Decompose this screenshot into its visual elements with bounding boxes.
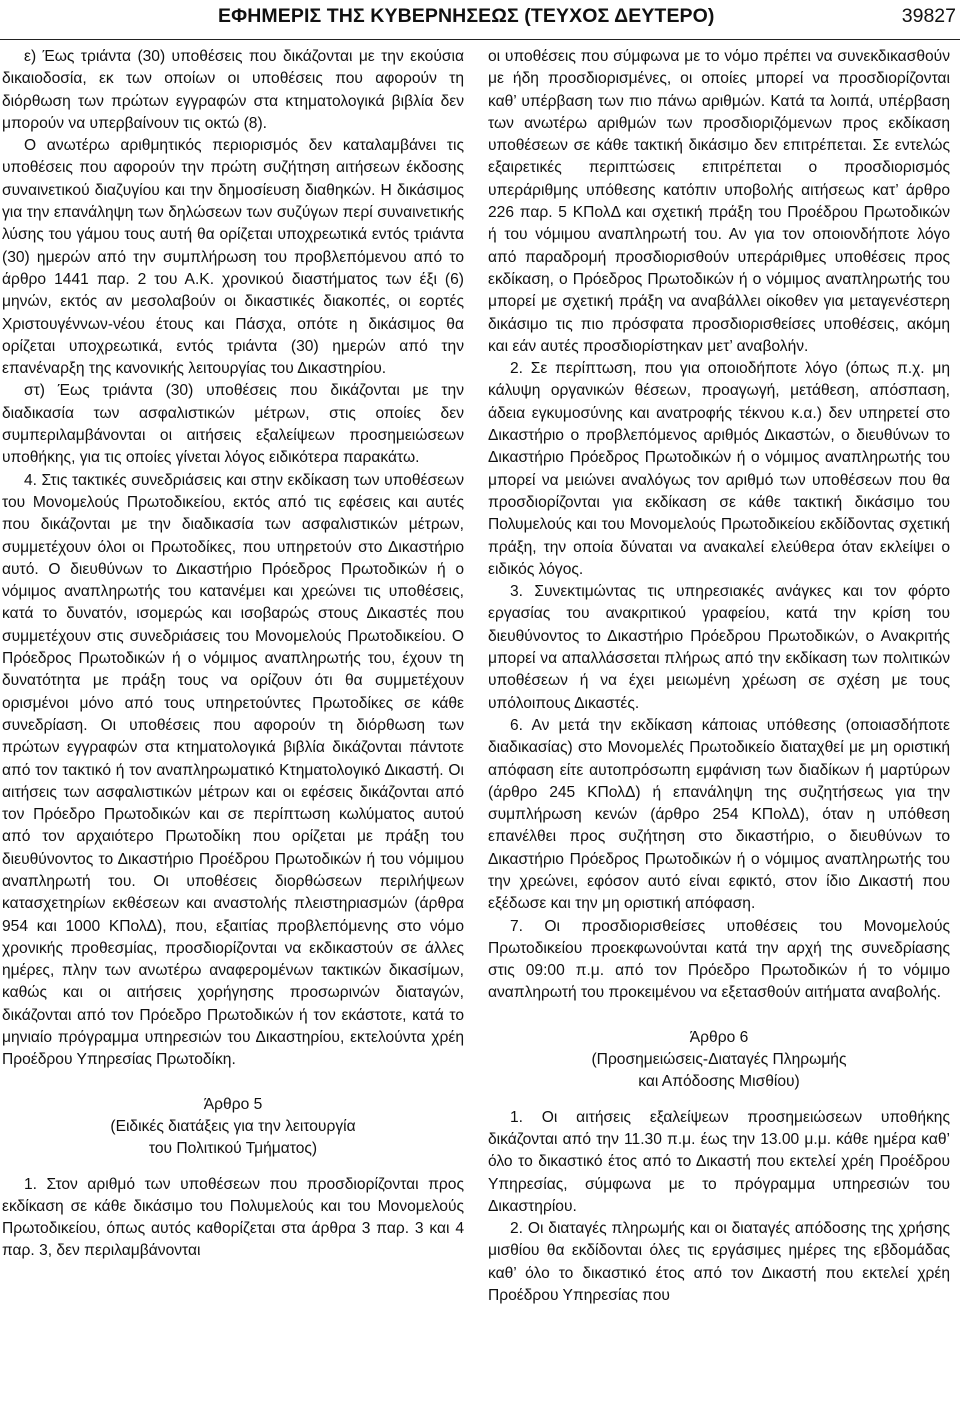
article-subtitle: και Απόδοσης Μισθίου) (638, 1073, 800, 1091)
article-title: Άρθρο 5 (203, 1095, 263, 1113)
article-6-heading (488, 1027, 950, 1094)
paragraph: 7. Οι προσδιορισθείσες υποθέσεις του Μονομελούς Πρωτοδικείου προεκφωνούνται κατά την αρχή της συνεδρίασης στις 09:00 π.μ. από τον Πρόεδρο Πρωτοδικών ή το νόμιμο αναπληρωτή του προκειμένου να εξετασθούν αιτήματα αναβολής. (488, 917, 950, 1002)
article-subtitle: (Προσημειώσεις-Διαταγές Πληρωμής (591, 1051, 847, 1069)
article-title: Άρθρο 6 (689, 1028, 749, 1046)
article-subtitle: (Ειδικές διατάξεις για την λειτουργία (110, 1117, 356, 1135)
paragraph: Ο ανωτέρω αριθμητικός περιορισμός δεν καταλαμβάνει τις υποθέσεις που αφορούν την πρώτη συζήτηση αιτήσεων έκδοσης συναινετικού διαζυγίου και την δημοσίευση διαθηκών. Η δικάσιμος για την επανάληψη των δηλώσεων των συζύγων περί συναινετικής λύσης του γάμου τους αυτή θα ορίζεται υποχρεωτικά εντός τριάντα (30) ημερών από την συμπλήρωση του προβλεπόμενου από το άρθρο 1441 παρ. 2 του Α.Κ. χρονικού διαστήματος των έξι (6) μηνών, εκτός αν μεσολαβούν οι δικαστικές διακοπές, οι εορτές Χριστουγέννων-νέου έτους και Πάσχα, οπότε η δικάσιμος θα ορίζεται υποχρεωτικά, εντός τριάντα (30) ημερών από την επανέναρξη της κανονικής λειτουργίας του Δικαστηρίου. (2, 137, 464, 378)
paragraph: 1. Στον αριθμό των υποθέσεων που προσδιορίζονται προς εκδίκαση σε κάθε δικάσιμο του Πολυμελούς και του Μονομελούς Πρωτοδικείου, όπως αυτός καθορίζεται στα άρθρα 3 παρ. 3 και 4 παρ. 3, δεν περιλαμβάνονται (2, 1175, 464, 1260)
paragraph: ε) Έως τριάντα (30) υποθέσεις που δικάζονται με την εκούσια δικαιοδοσία, εκ των οποίων οι υποθέσεις που αφορούν τη διόρθωση των πρώτων εγγραφών στα κτηματολογικά βιβλία δεν μπορούν να υπερβαίνουν τις οκτώ (8). (2, 48, 464, 132)
left-column (2, 46, 464, 1263)
gazette-title: ΕΦΗΜΕΡΙΣ ΤΗΣ ΚΥΒΕΡΝΗΣΕΩΣ (ΤΕΥΧΟΣ ΔΕΥΤΕΡΟ) (218, 5, 715, 27)
paragraph: 2. Σε περίπτωση, που για οποιοδήποτε λόγο (όπως π.χ. μη κάλυψη οργανικών θέσεων, προαγωγή, μετάθεση, απόσπαση, άδεια εγκυμοσύνης και ανατροφής τέκνου κ.α.) δεν υπηρετεί στο Δικαστήριο ο προβλεπόμενος αριθμός Δικαστών, ο διευθύνων το Δικαστήριο Πρόεδρος Πρωτοδικών ή ο νόμιμος αναπληρωτής του μπορεί να μειώνει αναλόγως τον αριθμό των υποθέσεων που θα προσδιορίζονται για εκδίκαση σε κάθε τακτική δικάσιμο του Πολυμελούς και του Μονομελούς Πρωτοδικείου εκδίδοντας σχετική πράξη, την οποία δύναται να ανακαλεί ελεύθερα όταν εκλείψει ο ειδικός λόγος. (488, 360, 950, 578)
paragraph: 1. Οι αιτήσεις εξαλείψεων προσημειώσεων υποθήκης δικάζονται από την 11.30 π.μ. έως την 13.00 μ.μ. κάθε ημέρα καθ’ όλο το δικαστικό έτος από το Δικαστή που εκτελεί χρέη Προέδρου Υπηρεσίας, σύμφωνα με το πρόγραμμα υπηρεσιών του Δικαστηρίου. (488, 1108, 950, 1215)
paragraph: 4. Στις τακτικές συνεδριάσεις και στην εκδίκαση των υποθέσεων του Μονομελούς Πρωτοδικείου, εκτός από τις εφέσεις και αυτές που δικάζονται με την διαδικασία των ασφαλιστικών μέτρων, συμμετέχουν όλοι οι Πρωτοδίκες, που υπηρετούν στο Δικαστήριο αυτό. Ο διευθύνων το Δικαστήριο Πρόεδρος Πρωτοδικών ή ο νόμιμος αναπληρωτής του κατανέμει και χρεώνει τις υποθέσεις, κατά το δυνατόν, ισομερώς και ισοβαρώς στους Δικαστές που συμμετέχουν στις συνεδριάσεις του Μονομελούς Πρωτοδικείου. Ο Πρόεδρος Πρωτοδικών ή ο νόμιμος αναπληρωτής του, έχουν τη δυνατότητα με πράξη τους να ορίζουν ότι θα συμμετέχουν ορισμένοι μόνο από τους υπηρετούντες Πρωτοδίκες σε κάθε συνεδρίαση. Οι υποθέσεις που αφορούν τη διόρθωση των πρώτων εγγραφών στα κτηματολογικά βιβλία δικάζονται πάντοτε από τον τακτικό ή τον αναπληρωματικό Κτηματολογικό Δικαστή. Οι αιτήσεις των ασφαλιστικών μέτρων και οι εφέσεις δικάζονται από τον Πρόεδρο Πρωτοδικών και σε περίπτωση κωλύματος αυτού από τον αρχαιότερο Πρωτοδίκη που ορίζεται με πράξη του διευθύνοντος το Δικαστήριο Προέδρου Πρωτοδικών ή του νόμιμου αναπληρωτή του. Οι υποθέσεις διορθώσεων περιλήψεων κατασχετηρίων εκθέσεων και αναστολής πλειστηριασμών (άρθρα 954 και 1000 ΚΠολΔ), που, εξαιτίας προβλεπόμενης στο νόμο χρονικής προθεσμίας, προσδιορίζονται να εκδικαστούν σε άλλες ημέρες, πλην των ανωτέρω αναφερομένων τακτικών δικασίμων, καθώς και οι αιτήσεις χορήγησης προσωρινών διαταγών, δικάζονται από τον Πρόεδρο Πρωτοδικών ή τον εκάστοτε, κατά το μηνιαίο πρόγραμμα υπηρεσιών του Δικαστηρίου, εκτελούντα χρέη Προέδρου Υπηρεσίας Πρωτοδίκη. (2, 471, 464, 1069)
right-column (488, 46, 950, 1307)
paragraph: 3. Συνεκτιμώντας τις υπηρεσιακές ανάγκες και τον φόρτο εργασίας του ανακριτικού γραφείου, κατά την κρίση του διευθύνοντος το Δικαστήριο Πρόεδρου Πρωτοδικών, ο Ανακριτής μπορεί να απαλλάσσεται πλήρως από την εκδίκαση των πολιτικών υποθέσεων ή να έχει μειωμένη χρέωση σε σχέση με τους υπόλοιπους Δικαστές. (488, 583, 950, 712)
paragraph: οι υποθέσεις που σύμφωνα με το νόμο πρέπει να συνεκδικασθούν με ήδη προσδιορισμένες, οι οποίες μπορεί να προσδιορίζονται καθ’ υπέρβαση των πιο πάνω αριθμών. Κατά τα λοιπά, υπέρβαση των ανωτέρω αριθμών των προσδιοριζόμενων προς εκδίκαση υποθέσεων σε κάθε τακτική δικάσιμο δεν επιτρέπεται. Σε εντελώς εξαιρετικές περιπτώσεις επιτρέπεται ο προσδιορισμός υπεράριθμης υπόθεσης κατόπιν υποβολής αιτήσεως κατ’ άρθρο 226 παρ. 5 ΚΠολΔ και σχετική πράξη του Προέδρου Πρωτοδικών ή του νόμιμου αναπληρωτή του. Αν για τον οποιονδήποτε λόγο από παραδρομή προσδιορισθούν υπεράριθμες υποθέσεις προς εκδίκαση, ο Πρόεδρος Πρωτοδικών ή ο νόμιμος αναπληρωτής του μπορεί με σχετική πράξη να αναβάλλει οίκοθεν για μεταγενέστερη δικάσιμο τις πιο πρόσφατα προσδιορισθείσες υποθέσεις, ακόμη και εάν αυτές προσδιορίστηκαν μετ’ αναβολήν. (488, 48, 950, 355)
paragraph: στ) Έως τριάντα (30) υποθέσεις που δικάζονται με την διαδικασία των ασφαλιστικών μέτρων, στις οποίες δεν συμπεριλαμβάνονται οι αιτήσεις εξαλείψεων προσημειώσεων υποθήκης, για τις οποίες γίνεται λόγος ειδικότερα παρακάτω. (2, 382, 464, 467)
paragraph: 2. Οι διαταγές πληρωμής και οι διαταγές απόδοσης της χρήσης μισθίου θα εκδίδονται όλες τις εργάσιμες ημέρες της εβδομάδας καθ’ όλο το δικαστικό έτος από τον Δικαστή που εκτελεί χρέη Προέδρου Υπηρεσίας που (488, 1220, 950, 1305)
paragraph: 6. Αν μετά την εκδίκαση κάποιας υπόθεσης (οποιασδήποτε διαδικασίας) στο Μονομελές Πρωτοδικείο διαταχθεί με μη οριστική απόφαση είτε αυτοπρόσωπη εμφάνιση των διαδίκων ή μαρτύρων (άρθρο 245 ΚΠολΔ) ή επανάληψη της συζητήσεως για την συμπλήρωση κενών (άρθρο 254 ΚΠολΔ), όταν η υπόθεση επανέλθει προς συζήτηση στο δικαστήριο, ο διευθύνων το Δικαστήριο Πρόεδρος Πρωτοδικών ή ο νόμιμος αναπληρωτής του την χρεώνει, εφόσον αυτό είναι εφικτό, στον ίδιο Δικαστή που εξέδωσε και την μη οριστική απόφαση. (488, 716, 950, 913)
page-number: 39827 (901, 5, 956, 27)
page-header (0, 0, 960, 40)
article-subtitle: του Πολιτικού Τμήματος) (148, 1140, 318, 1158)
article-5-heading (2, 1094, 464, 1161)
